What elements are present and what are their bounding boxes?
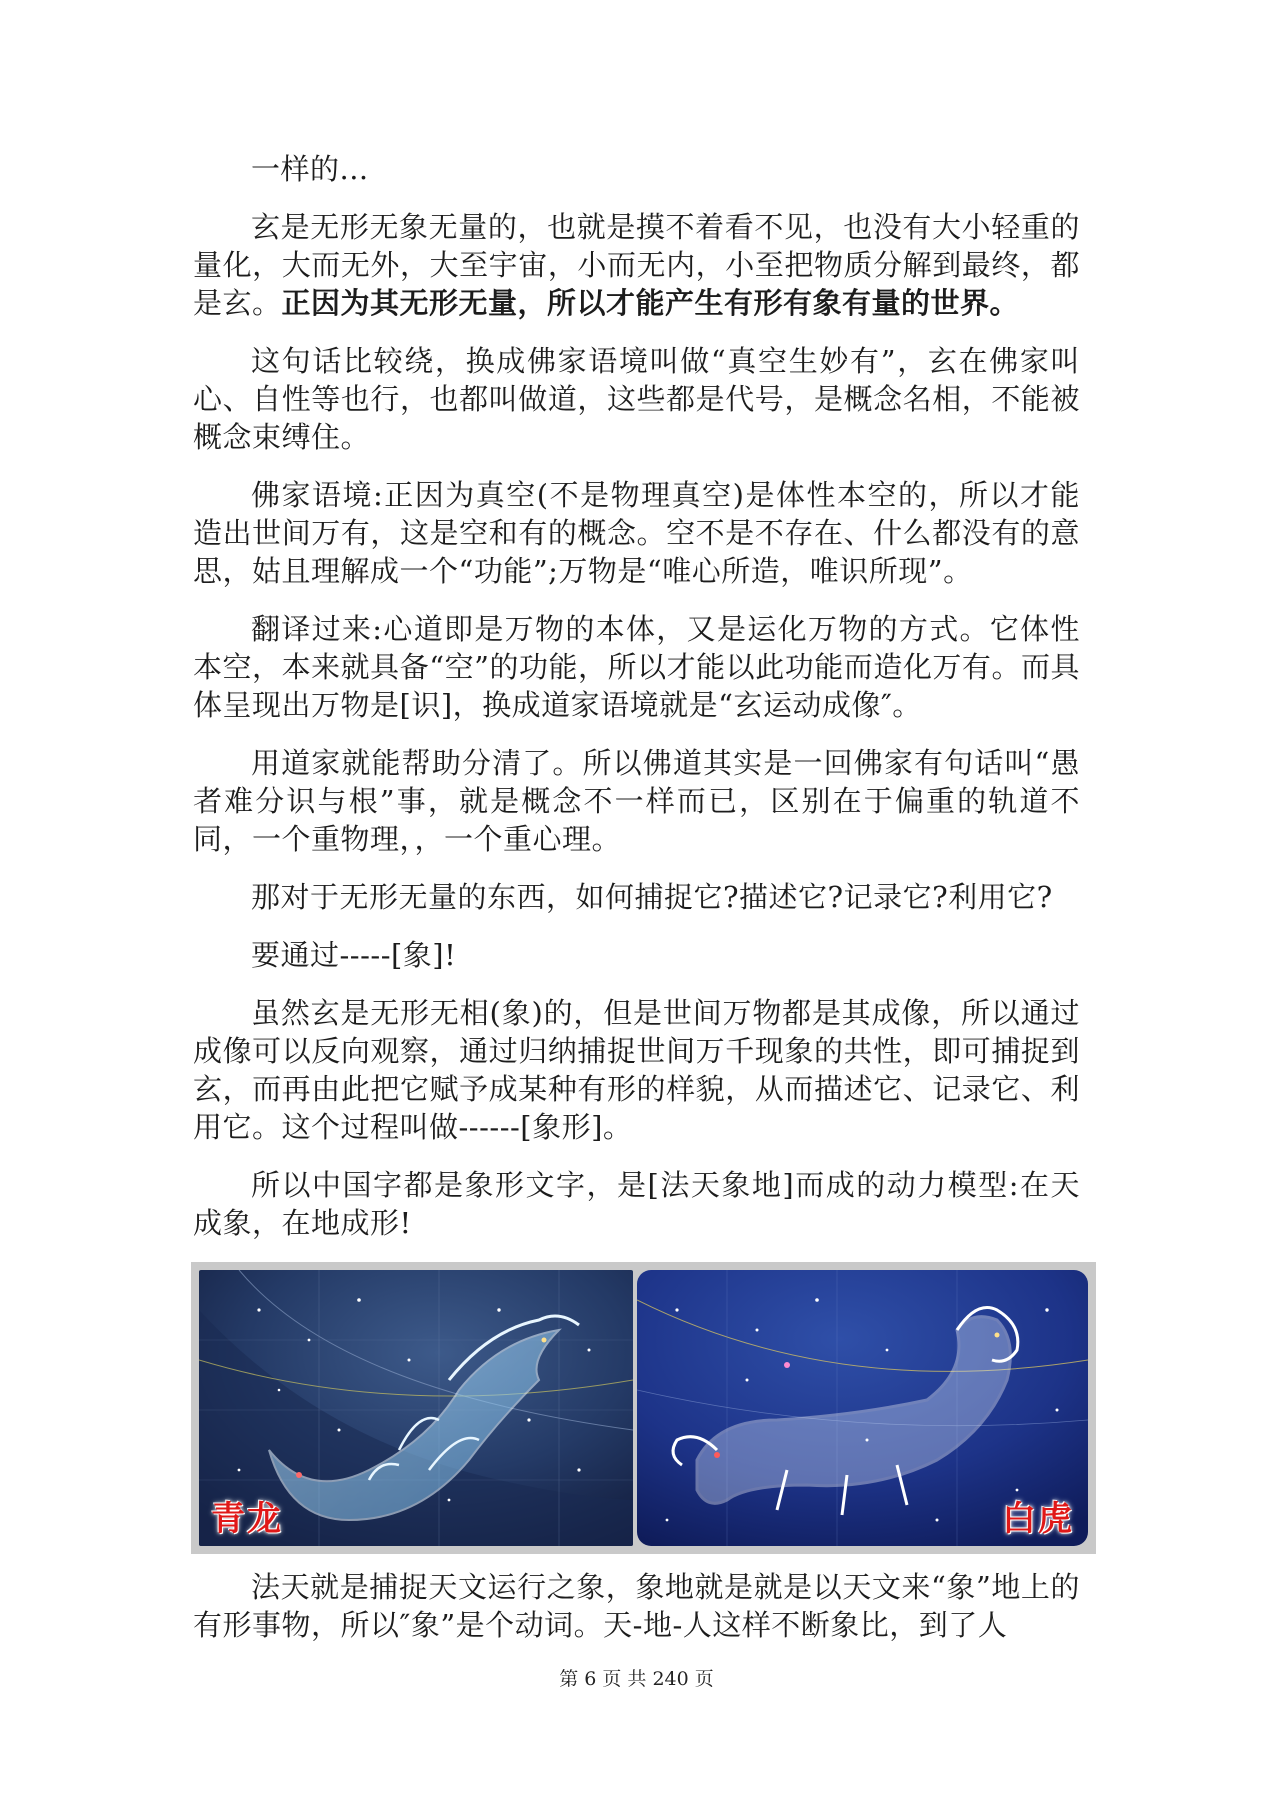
- paragraph: [193, 936, 1080, 974]
- azure-dragon-label: 青龙: [211, 1499, 283, 1539]
- text-body: [193, 150, 1080, 1242]
- paragraph: [193, 342, 1080, 456]
- paragraph-text: 这句话比较绕，换成佛家语境叫做“真空生妙有”，玄在佛家叫心、自性等也行，也都叫做道，这些都是代号，是概念名相，不能被概念束缚住。: [193, 344, 1080, 454]
- paragraph-text: 用道家就能帮助分清了。所以佛道其实是一回佛家有句话叫“愚者难分识与根”事，就是概念不一样而已，区别在于偏重的轨道不同，一个重物理，，一个重心理。: [193, 746, 1080, 856]
- paragraph-text: 翻译过来:心道即是万物的本体，又是运化万物的方式。它体性本空，本来就具备“空”的功能，所以才能以此功能而造化万有。而具体呈现出万物是[识]，换成道家语境就是“玄运动成像″。: [193, 612, 1080, 722]
- paragraph-text: 要通过-----[象]!: [251, 938, 457, 972]
- paragraph-text: 那对于无形无量的东西，如何捕捉它?描述它?记录它?利用它?: [251, 880, 1053, 914]
- paragraph-text: 玄是无形无象无量的，也就是摸不着看不见，也没有大小轻重的量化，大而无外，大至宇宙，小而无内，小至把物质分解到最终，都是玄。: [193, 210, 1080, 320]
- paragraph-text: 一样的...: [251, 152, 369, 186]
- paragraph: [193, 878, 1080, 916]
- paragraph: [193, 744, 1080, 858]
- paragraph: [193, 208, 1080, 322]
- paragraph-text: 虽然玄是无形无相(象)的，但是世间万物都是其成像，所以通过成像可以反向观察，通过归纳捕捉世间万千现象的共性，即可捕捉到玄，而再由此把它赋予成某种有形的样貌，从而描述它、记录它、利用它。这个过程叫做------[象形]。: [193, 996, 1080, 1144]
- page-footer: 第 6 页 共 240 页: [559, 1668, 714, 1690]
- paragraph: [193, 1568, 1080, 1644]
- paragraph: [193, 610, 1080, 724]
- paragraph: [193, 476, 1080, 590]
- paragraph-text: 法天就是捕捉天文运行之象，象地就是就是以天文来“象”地上的有形事物，所以″象”是个动词。天-地-人这样不断象比，到了人: [193, 1570, 1080, 1642]
- text-body-continued: [193, 1568, 1080, 1644]
- paragraph: [193, 150, 1080, 188]
- paragraph: [193, 1166, 1080, 1242]
- paragraph-text: 所以中国字都是象形文字，是[法天象地]而成的动力模型:在天成象，在地成形!: [193, 1168, 1080, 1240]
- azure-dragon-panel: [199, 1270, 633, 1546]
- paragraph-text: 佛家语境:正因为真空(不是物理真空)是体性本空的，所以才能造出世间万有，这是空和有的概念。空不是不存在、什么都没有的意思，姑且理解成一个“功能”;万物是“唯心所造，唯识所现”。: [193, 478, 1080, 588]
- white-tiger-label: 白虎: [1002, 1499, 1074, 1539]
- paragraph: [193, 994, 1080, 1146]
- constellation-figure: [191, 1262, 1096, 1554]
- page-content: [193, 150, 1080, 1664]
- bold-text: 正因为其无形无量，所以才能产生有形有象有量的世界。: [281, 286, 1020, 320]
- white-tiger-panel: [637, 1270, 1088, 1546]
